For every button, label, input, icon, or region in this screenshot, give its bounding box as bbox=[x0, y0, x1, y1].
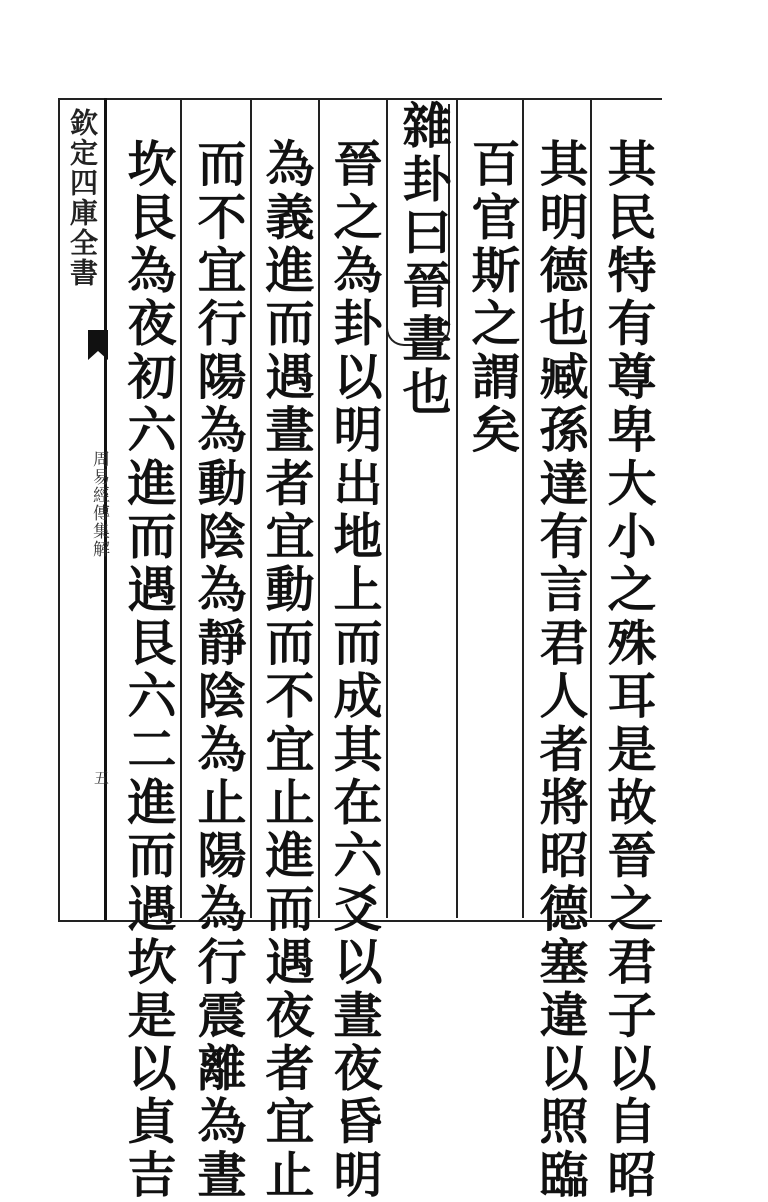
column-rule bbox=[456, 100, 458, 918]
book-title: 周易經傳集解 bbox=[89, 450, 109, 558]
text-column-8: 坎艮為夜初六進而遇艮六二進而遇坎是以貞吉 bbox=[120, 138, 178, 1202]
text-column-4: 雜卦曰晉晝也 bbox=[395, 100, 453, 420]
text-column-2: 其明德也臧孫達有言君人者將昭德塞違以照臨 bbox=[532, 138, 590, 1202]
text-column-5: 晉之為卦以明出地上而成其在六爻以晝夜昏明 bbox=[326, 138, 384, 1202]
column-rule bbox=[318, 100, 320, 918]
text-column-1: 其民特有尊卑大小之殊耳是故晉之君子以自昭 bbox=[600, 138, 658, 1202]
column-rule bbox=[250, 100, 252, 918]
text-column-7: 而不宜行陽為動陰為靜陰為止陽為行震離為晝 bbox=[190, 138, 248, 1202]
text-column-6: 為義進而遇晝者宜動而不宜止進而遇夜者宜止 bbox=[258, 138, 316, 1202]
column-rule bbox=[180, 100, 182, 918]
page-number: 五 bbox=[92, 770, 110, 785]
text-column-3: 百官斯之謂矣 bbox=[464, 138, 522, 458]
collection-title: 欽定四庫全書 bbox=[66, 108, 99, 288]
